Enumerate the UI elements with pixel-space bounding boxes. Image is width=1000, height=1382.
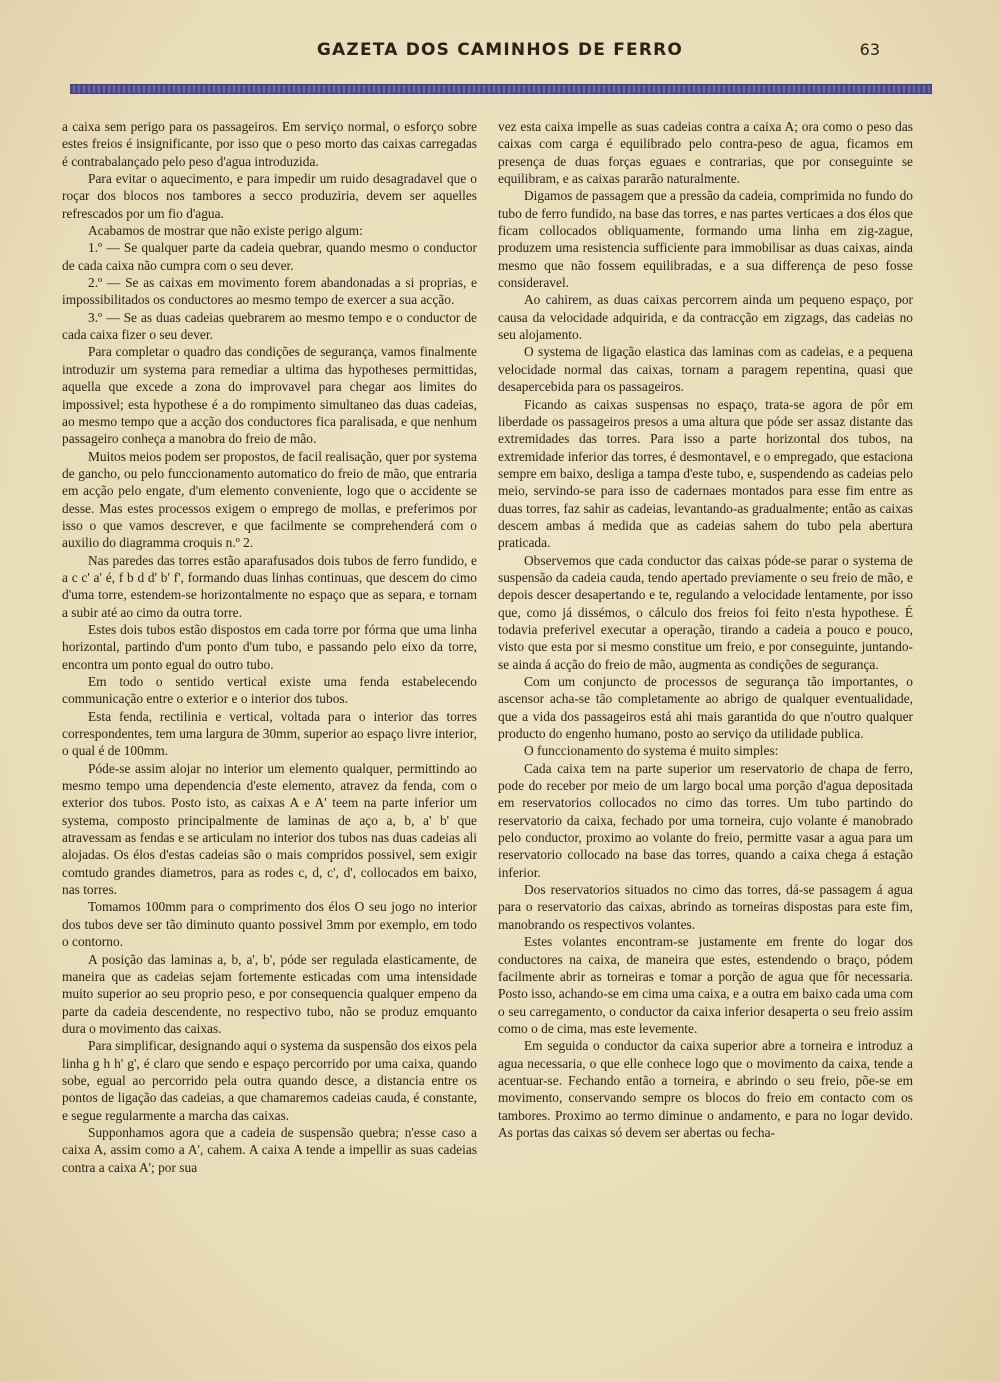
paragraph: Supponhamos agora que a cadeia de suspensão quebra; n'esse caso a caixa A, assim como a A', cahem. A caixa A tende a impellir as suas cadeias contra a caixa A'; por sua xyxy=(62,1124,477,1175)
paragraph: Observemos que cada conductor das caixas póde-se parar o systema de suspensão da cadeia cauda, tendo apertado previamente o seu freio de mão, e depois descer desapertando e te, regulando a velocidade lentamente, por isso que, como já dissémos, o cálculo dos freios foi feito n'esta hypothese. É todavia preferivel executar a operação, tirando a cadeia a pouco e pouco, visto que esta por si mesmo constitue um freio, e por conseguinte, juntando-se ainda á acção do freio de mão, augmenta as condições de segurança. xyxy=(498,552,913,672)
paragraph: Estes volantes encontram-se justamente em frente do logar dos conductores na caixa, de maneira que estes, estendendo o braço, pódem facilmente abrir as torneiras e tomar a porção de agua que fôr necessaria. Posto isso, achando-se em cima uma caixa, e a outra em baixo cada uma com o seu carregamento, o conductor da caixa inferior desaperta o seu freio assim como o de cima, mas este levemente. xyxy=(498,934,913,1036)
paragraph: Digamos de passagem que a pressão da cadeia, comprimida no fundo do tubo de ferro fundido, na base das torres, e nas partes verticaes a dos élos que ficam collocados obliquamente, formando uma linha em zig-zague, produzem uma resistencia sufficiente para immobilisar as duas caixas, ainda mesmo que não fossem equilibradas, e a sua differença de peso fosse consideravel. xyxy=(498,188,913,291)
header-rule xyxy=(70,84,932,94)
paragraph: Com um conjuncto de processos de segurança tão importantes, o ascensor acha-se tão completamente ao abrigo de qualquer eventualidade, que a vida dos passageiros está ahi mais garantida do que n'outro qualquer producto do engenho humano, posto ao serviço da utilidade publica. xyxy=(498,674,913,742)
paragraph: O systema de ligação elastica das laminas com as cadeias, e a pequena velocidade normal das caixas, tornam a paragem repentina, quasi que desapercebida para os passageiros. xyxy=(498,344,913,395)
paragraph: Esta fenda, rectilinia e vertical, voltada para o interior das torres correspondentes, tem uma largura de 30mm, superior ao espaço livre interior, o qual é de 100mm. xyxy=(62,708,477,759)
paragraph: O funccionamento do systema é muito simples: xyxy=(524,743,779,759)
page-number: 63 xyxy=(859,40,880,59)
paragraph: Póde-se assim alojar no interior um elemento qualquer, permittindo ao mesmo tempo uma dependencia d'este elemento, atravez da fenda, com o exterior dos tubos. Posto isto, as caixas A e A' teem na parte inferior um systema, composto principalmente de laminas de aço a, b, a' b' que atravessam as fendas e se articulam no interior dos tubos nas duas cadeias ali alojadas. Os élos d'estas cadeias são o mais compridos possivel, sem exigir comtudo grandes diametros, para as rodes c, d, c', d', collocados em baixo, nas torres. xyxy=(62,760,477,898)
right-column xyxy=(498,118,913,1318)
paragraph: Cada caixa tem na parte superior um reservatorio de chapa de ferro, pode do receber por meio de um largo bocal uma porção d'agua depositada em reservatorios collocados no cimo das torres. Um tubo partindo do reservatorio da caixa, fechado por uma torneira, cujo volante é manobrado pelo conductor, proximo ao volante do freio, permitte vasar a agua para um reservatorio collocado na base das torres, quando a caixa chega á estação inferior. xyxy=(498,760,913,880)
paragraph: Nas paredes das torres estão aparafusados dois tubos de ferro fundido, e a c c' a' é, f b d d' b' f', formando duas linhas continuas, que descem do cimo d'uma torre, estendem-se horizontalmente no espaço que as separa, e tornam a subir até ao cimo da outra torre. xyxy=(62,552,477,620)
paragraph: Estes dois tubos estão dispostos em cada torre por fórma que uma linha horizontal, partindo d'um ponto d'um tubo, e passando pelo eixo da torre, encontra um ponto egual do outro tubo. xyxy=(62,621,477,672)
paragraph: 1.º — Se qualquer parte da cadeia quebrar, quando mesmo o conductor de cada caixa não cumpra com o seu dever. xyxy=(62,240,477,273)
paragraph: a caixa sem perigo para os passageiros. Em serviço normal, o esforço sobre estes freios é insignificante, por isso que o peso morto das caixas carregadas é contrabalançado pelo peso d'agua introduzida. xyxy=(62,119,477,169)
paragraph: A posição das laminas a, b, a', b', póde ser regulada elasticamente, de maneira que as cadeias sejam fortemente esticadas com uma intensidade muito superior ao seu proprio peso, e por consequencia qualquer empeno da parte da cadeia descendente, no respectivo tubo, não se produz emquanto dura o movimento das caixas. xyxy=(62,951,477,1036)
paragraph: 3.º — Se as duas cadeias quebrarem ao mesmo tempo e o conductor de cada caixa fizer o seu dever. xyxy=(62,309,477,343)
paragraph: Em todo o sentido vertical existe uma fenda estabelecendo communicação entre o exterior e o interior dos tubos. xyxy=(62,674,477,707)
paragraph: Para simplificar, designando aqui o systema da suspensão dos eixos pela linha g h h' g', é claro que sendo e espaço percorrido por uma caixa, quando sobe, egual ao percorrido pela outra quando desce, a distancia entre os pontos de ligação das cadeias, a que chamaremos cadeias cauda, é constante, e segue regularmente a marcha das caixas. xyxy=(62,1038,477,1123)
paragraph: Em seguida o conductor da caixa superior abre a torneira e introduz a agua necessaria, o que elle conhece logo que o movimento da caixa, tende a acentuar-se. Fechando então a torneira, e abrindo o seu freio, põe-se em movimento, conservando sempre os blocos do freio em contacto com os tambores. Proximo ao termo diminue o andamento, e para no logar devido. As portas das caixas só devem ser abertas ou fecha- xyxy=(498,1038,913,1140)
paragraph: 2.º — Se as caixas em movimento forem abandonadas a si proprias, e impossibilitados os conductores ao mesmo tempo de exercer a sua acção. xyxy=(62,275,477,308)
paragraph: Tomamos 100mm para o comprimento dos élos O seu jogo no interior dos tubos deve ser tão diminuto quanto possivel 3mm por exemplo, em todo o contorno. xyxy=(62,899,477,950)
paragraph: vez esta caixa impelle as suas cadeias contra a caixa A; ora como o peso das caixas com carga é equilibrado pelo contra-peso de agua, ficamos em presença de duas forças eguaes e contrarias, que por conseguinte se equilibram, e as caixas pararão naturalmente. xyxy=(498,119,913,187)
paragraph: Acabamos de mostrar que não existe perigo algum: xyxy=(88,223,363,239)
paragraph: Para completar o quadro das condições de segurança, vamos finalmente introduzir um systema para remediar a ultima das hypotheses permittidas, aquella que excede a zona do improvavel para chegar aos limites do impossivel; esta hypothese é a do rompimento simultaneo das duas cadeias, ao mesmo tempo que a acção dos conductores fica paralisada, e que nenhum passageiro conheça a manobra do freio de mão. xyxy=(62,344,477,447)
paragraph: Ficando as caixas suspensas no espaço, trata-se agora de pôr em liberdade os passageiros presos a uma altura que póde ser assaz distante das extremidades das torres. Para isso a parte horizontal dos tubos, na extremidade inferior das torres, é desmontavel, e o empregado, que estaciona sempre em baixo, desliga a tampa d'este tubo, e, suspendendo as cadeias pelo meio, servindo-se para isso de cadernaes montados para esse fim entre as duas torres, faz sahir as cadeias, levantando-as gradualmente; então as caixas descem ambas á medida que as cadeias sahem do tubo pela abertura praticada. xyxy=(498,396,913,551)
paragraph: Dos reservatorios situados no cimo das torres, dá-se passagem á agua para o reservatorio das caixas, abrindo as torneiras dispostas para este fim, manobrando os respectivos volantes. xyxy=(498,882,913,932)
paragraph: Muitos meios podem ser propostos, de facil realisação, quer por systema de gancho, ou pelo funccionamento automatico do freio de mão, que entraria em acção pelo engate, d'um elemento conveniente, logo que o accidente se desse. Mas estes processos exigem o emprego de mollas, e preferimos por isso o que vamos descrever, e que facilmente se comprehenderá com o auxilio do diagramma croquis n.º 2. xyxy=(62,448,477,551)
page-header xyxy=(60,40,940,66)
publication-title: GAZETA DOS CAMINHOS DE FERRO xyxy=(316,40,684,60)
paragraph: Para evitar o aquecimento, e para impedir um ruido desagradavel que o roçar dos blocos nos tambores a secco produziria, devem ser aquelles refrescados por um fio d'agua. xyxy=(62,171,477,221)
paragraph: Ao cahirem, as duas caixas percorrem ainda um pequeno espaço, por causa da velocidade adquirida, e da contracção em zigzags, das cadeias no seu alojamento. xyxy=(498,292,913,343)
left-column xyxy=(62,118,477,1318)
